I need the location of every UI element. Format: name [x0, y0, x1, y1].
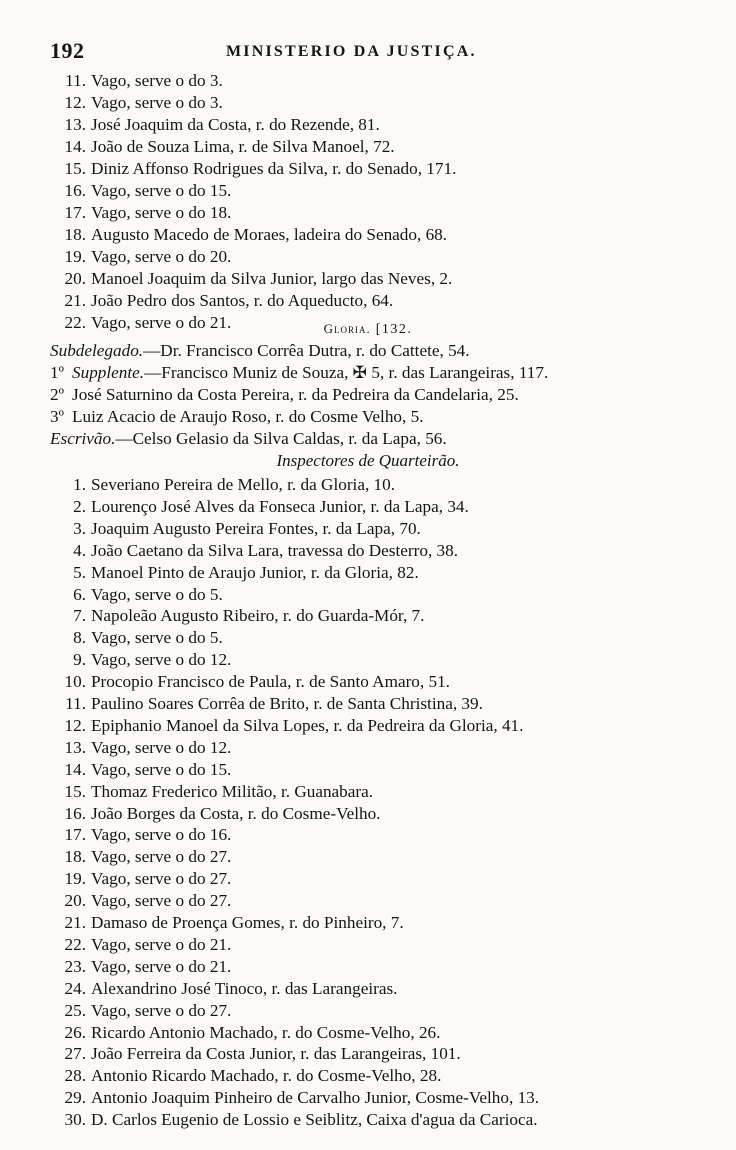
list-item: [50, 562, 690, 584]
item-text: Vago, serve o do 12.: [91, 737, 232, 757]
list-item: [50, 518, 690, 540]
list-item: [50, 759, 690, 781]
section-heading: [0, 318, 736, 340]
item-text: Napoleão Augusto Ribeiro, r. do Guarda-Mór, 7.: [91, 606, 425, 626]
list-item: [50, 496, 690, 518]
list-item: [50, 890, 690, 912]
item-text: D. Carlos Eugenio de Lossio e Seiblitz, Caixa d'agua da Carioca.: [91, 1110, 538, 1130]
item-number: 1.: [73, 475, 86, 494]
escrivao-line: Escrivão.—Celso Gelasio da Silva Caldas, r. da Lapa, 56.: [50, 429, 447, 448]
page-header: [50, 38, 680, 68]
item-number: 15.: [64, 781, 86, 801]
list-item: [50, 671, 690, 693]
item-text: Vago, serve o do 27.: [91, 891, 232, 911]
list-item: [50, 693, 690, 715]
item-number: 2.: [73, 496, 86, 516]
item-number: 24.: [64, 978, 86, 998]
item-number: 11.: [65, 694, 86, 713]
list-item: [50, 846, 690, 868]
list-item: [50, 803, 690, 825]
item-text: Lourenço José Alves da Fonseca Junior, r. da Lapa, 34.: [91, 496, 469, 516]
list-item: [50, 605, 690, 627]
list-item: [50, 715, 690, 737]
list-item: 21. João Pedro dos Santos, r. do Aqueducto, 64.: [64, 291, 394, 310]
list-item: [50, 912, 690, 934]
inspectores-heading: Inspectores de Quarteirão.: [276, 451, 460, 470]
item-number: 13.: [64, 737, 86, 757]
item-number: 21.: [64, 913, 86, 932]
item-number: 29.: [64, 1088, 86, 1108]
item-number: 5.: [73, 562, 86, 582]
list-item: [50, 627, 690, 649]
list-item: [50, 1043, 690, 1065]
item-number: 12.: [64, 715, 86, 735]
item-text: Severiano Pereira de Mello, r. da Gloria, 10.: [91, 475, 396, 494]
supplente-line: 3º Luiz Acacio de Araujo Roso, r. do Cosme Velho, 5.: [50, 407, 424, 426]
subdelegado-line: Subdelegado.—Dr. Francisco Corrêa Dutra, r. do Cattete, 54.: [50, 341, 470, 360]
item-text: Thomaz Frederico Militão, r. Guanabara.: [91, 781, 374, 801]
item-text: Vago, serve o do 5.: [91, 584, 223, 604]
item-number: 22.: [64, 934, 86, 954]
item-text: Damaso de Proença Gomes, r. do Pinheiro, 7.: [91, 913, 404, 932]
list-item: [50, 1000, 690, 1022]
item-text: Vago, serve o do 5.: [91, 628, 223, 648]
item-number: 6.: [73, 584, 86, 604]
item-text: João Ferreira da Costa Junior, r. das Larangeiras, 101.: [91, 1044, 461, 1064]
item-number: 10.: [64, 672, 86, 692]
list-item: [50, 649, 690, 671]
item-text: Vago, serve o do 21.: [91, 934, 232, 954]
item-number: 3.: [73, 518, 86, 538]
list-item: 13. José Joaquim da Costa, r. do Rezende, 81.: [64, 115, 380, 134]
list-item: 20. Manoel Joaquim da Silva Junior, largo das Neves, 2.: [64, 269, 453, 288]
item-text: Alexandrino José Tinoco, r. das Larangeiras.: [91, 978, 398, 998]
list-item: 14. João de Souza Lima, r. de Silva Manoel, 72.: [64, 137, 395, 156]
item-number: 30.: [64, 1110, 86, 1130]
item-number: 18.: [64, 847, 86, 867]
item-text: Joaquim Augusto Pereira Fontes, r. da Lapa, 70.: [91, 518, 421, 538]
item-number: 19.: [64, 869, 86, 889]
supplente-line: 2º José Saturnino da Costa Pereira, r. da Pedreira da Candelaria, 25.: [50, 385, 519, 404]
list-item: [50, 1109, 690, 1131]
list-item: [50, 737, 690, 759]
running-title: MINISTERIO DA JUSTIÇA.: [226, 43, 477, 60]
list-item: [50, 1065, 690, 1087]
item-number: 23.: [64, 956, 86, 976]
list-item: [50, 956, 690, 978]
list-item: [50, 540, 690, 562]
item-number: 16.: [64, 803, 86, 823]
item-text: Ricardo Antonio Machado, r. do Cosme-Velho, 26.: [91, 1022, 441, 1042]
item-number: 26.: [64, 1022, 86, 1042]
section-name: Gloria.: [323, 321, 371, 336]
item-text: Vago, serve o do 12.: [91, 650, 232, 670]
list-item: [50, 584, 690, 606]
list-item: 18. Augusto Macedo de Moraes, ladeira do Senado, 68.: [64, 225, 448, 244]
item-text: Vago, serve o do 16.: [91, 825, 232, 845]
item-number: 20.: [64, 891, 86, 911]
list-item: [50, 868, 690, 890]
list-item: [50, 934, 690, 956]
list-item: [50, 1022, 690, 1044]
list-item: 11. Vago, serve o do 3.: [65, 71, 223, 90]
item-text: João Caetano da Silva Lara, travessa do Desterro, 38.: [91, 540, 459, 560]
list-item: [50, 781, 690, 803]
list-item: 12. Vago, serve o do 3.: [64, 93, 223, 112]
list-item: [50, 474, 690, 496]
item-text: Procopio Francisco de Paula, r. de Santo Amaro, 51.: [91, 672, 450, 692]
item-text: Vago, serve o do 27.: [91, 869, 232, 889]
list-item: 17. Vago, serve o do 18.: [64, 203, 232, 222]
list-item: [50, 1087, 690, 1109]
list-item: 19. Vago, serve o do 20.: [64, 247, 232, 266]
item-text: Vago, serve o do 27.: [91, 847, 232, 867]
item-text: Vago, serve o do 21.: [91, 956, 232, 976]
item-number: 7.: [73, 606, 86, 626]
item-text: Antonio Joaquim Pinheiro de Carvalho Junior, Cosme-Velho, 13.: [91, 1088, 540, 1108]
list-item: 16. Vago, serve o do 15.: [64, 181, 232, 200]
item-text: Paulino Soares Corrêa de Brito, r. de Santa Christina, 39.: [91, 694, 483, 713]
list-item: [50, 824, 690, 846]
item-text: Vago, serve o do 15.: [91, 759, 232, 779]
item-text: Manoel Pinto de Araujo Junior, r. da Gloria, 82.: [91, 562, 419, 582]
list-item: [50, 978, 690, 1000]
item-text: João Borges da Costa, r. do Cosme-Velho.: [91, 803, 381, 823]
item-number: 9.: [73, 650, 86, 670]
section-number: [132.: [375, 322, 413, 337]
item-text: Vago, serve o do 27.: [91, 1000, 232, 1020]
supplente-line: 1º Supplente.—Francisco Muniz de Souza, ✠ 5, r. das Larangeiras, 117.: [50, 363, 549, 382]
item-number: 28.: [64, 1066, 86, 1086]
item-number: 25.: [64, 1000, 86, 1020]
list-item: 15. Diniz Affonso Rodrigues da Silva, r. do Senado, 171.: [64, 159, 457, 178]
item-number: 27.: [64, 1044, 86, 1064]
list-item: 22. Vago, serve o do 21.: [64, 313, 232, 332]
item-number: 14.: [64, 759, 86, 779]
item-text: Antonio Ricardo Machado, r. do Cosme-Velho, 28.: [91, 1066, 442, 1086]
item-number: 4.: [73, 540, 86, 560]
page-number: 192: [50, 38, 85, 63]
item-text: Epiphanio Manoel da Silva Lopes, r. da Pedreira da Gloria, 41.: [91, 715, 524, 735]
item-number: 8.: [73, 628, 86, 648]
item-number: 17.: [64, 825, 86, 845]
